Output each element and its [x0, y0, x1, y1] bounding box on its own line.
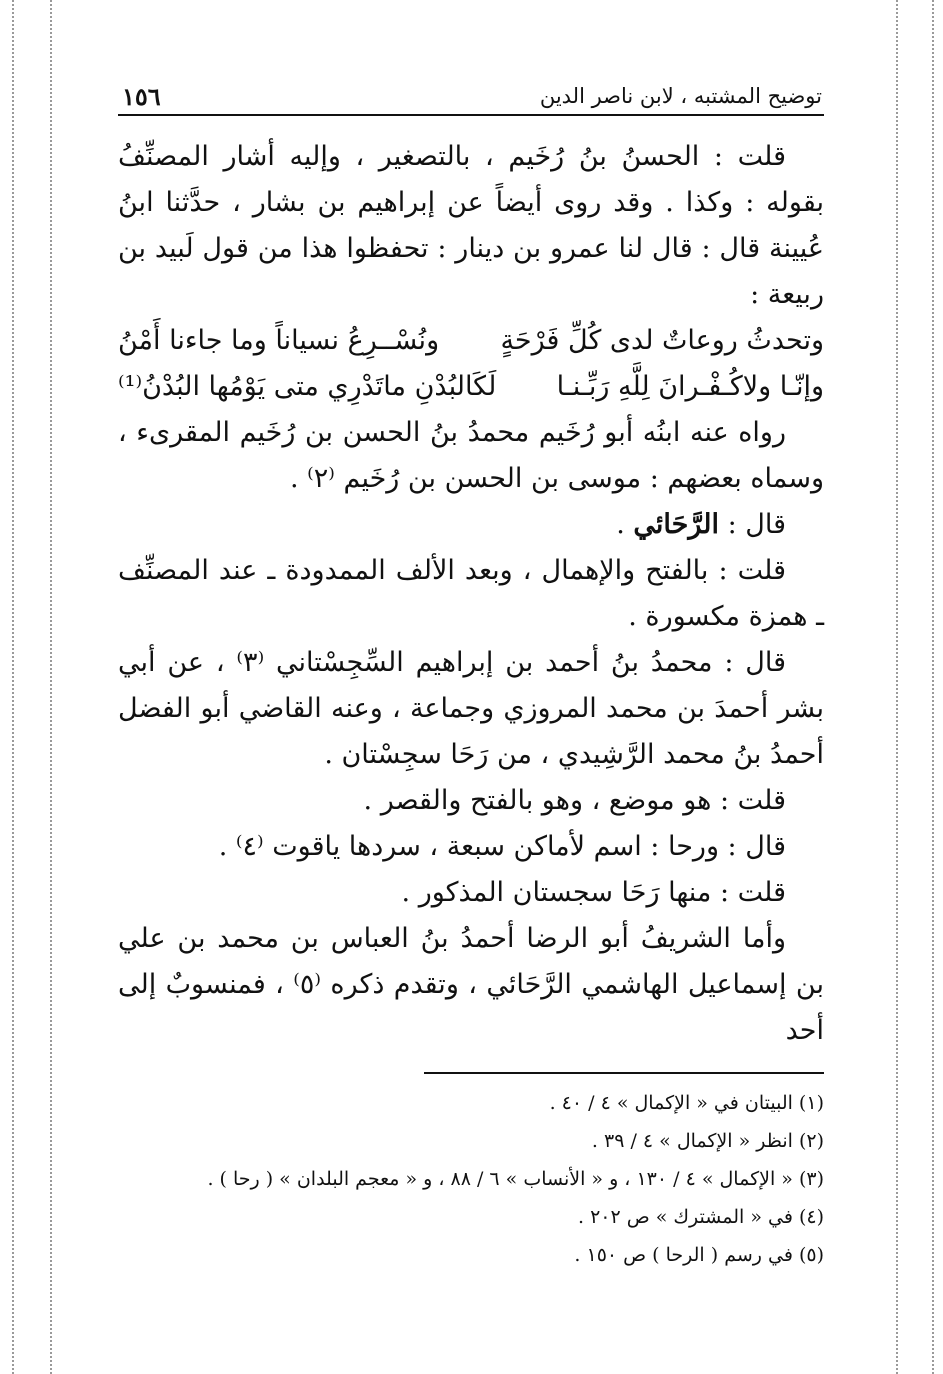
heading-word: الرَّحَائي [633, 509, 719, 540]
running-title: توضيح المشتبه ، لابن ناصر الدين [539, 84, 822, 108]
footnote-separator [424, 1072, 824, 1074]
paragraph: قلت : منها رَحَا سجستان المذكور . [401, 877, 786, 908]
poem-verse [118, 364, 824, 410]
paragraph: قلت : بالفتح والإهمال ، وبعد الألف الممدودة ـ عند المصنِّف ـ همزة مكسورة . [118, 555, 824, 632]
verse-hemistich: ونُسْــرِعُ نسياناً وما جاءنا أَمْنُ [118, 325, 440, 356]
paragraph: وأما الشريفُ أبو الرضا أحمدُ بنُ العباس بن محمد بن علي بن إسماعيل الهاشمي الرَّحَائي ، وتقدم ذكره ⁽٥⁾ ، فمنسوبٌ إلى أحد [118, 923, 824, 1046]
paragraph: رواه عنه ابنُه أبو رُخَيم محمدُ بنُ الحسن بن رُخَيم المقرىء ، وسماه بعضهم : موسى بن الحسن بن رُخَيم ⁽٢⁾ . [118, 417, 824, 494]
footnote: (٣) « الإكمال » ٤ / ١٣٠ ، و « الأنساب » ٦ / ٨٨ ، و « معجم البلدان » ( رحا ) . [207, 1168, 824, 1190]
paragraph: قال : ورحا : اسم لأماكن سبعة ، سردها ياقوت ⁽٤⁾ . [218, 831, 786, 862]
paragraph: قلت : الحسنُ بنُ رُخَيم ، بالتصغير ، وإليه أشار المصنِّفُ بقوله : وكذا . وقد روى أيضاً عن إبراهيم بن بشار ، حدَّثنا ابنُ عُيينة قال : قال لنا عمرو بن دينار : تحفظوا هذا من قول لَبيد بن ربيعة : [118, 141, 824, 310]
paragraph: قلت : هو موضع ، وهو بالفتح والقصر . [363, 785, 786, 816]
book-page [118, 78, 824, 1274]
footnotes [118, 1084, 824, 1274]
paragraph-label: قال : [727, 509, 786, 540]
paragraph: قال : محمدُ بنُ أحمد بن إبراهيم السِّجِسْتاني ⁽٣⁾ ، عن أبي بشر أحمدَ بن محمد المروزي وجماعة ، وعنه القاضي أبو الفضل أحمدُ بنُ محمد الرَّشِيدي ، من رَحَا سجِسْتان . [118, 647, 824, 770]
verse-hemistich: لَكَالبُدْنِ ماتَدْرِي متى يَوْمُها البُدْنُ⁽¹⁾ [118, 371, 497, 402]
dotted-margin-line [932, 0, 934, 1374]
dotted-margin-line [896, 0, 898, 1374]
footnote: (٢) انظر « الإكمال » ٤ / ٣٩ . [591, 1130, 824, 1152]
dotted-margin-line [50, 0, 52, 1374]
paragraph-end: . [616, 509, 625, 540]
poem-verse [118, 318, 824, 364]
verse-hemistich: وتحدثُ روعاتٌ لدى كُلِّ فَرْحَةٍ [500, 325, 824, 356]
dotted-margin-line [12, 0, 14, 1374]
footnote: (٤) في « المشترك » ص ٢٠٢ . [577, 1206, 824, 1228]
footnote: (١) البيتان في « الإكمال » ٤ / ٤٠ . [549, 1092, 824, 1114]
verse-hemistich: وإنّـا ولاكُـفْـرانَ لِلَّهِ رَبِّـنـا [556, 371, 824, 402]
paragraph [118, 502, 824, 548]
page-number: ١٥٦ [122, 82, 161, 111]
page-header [118, 78, 824, 116]
main-text [118, 134, 824, 1054]
footnote: (٥) في رسم ( الرحا ) ص ١٥٠ . [574, 1244, 824, 1266]
